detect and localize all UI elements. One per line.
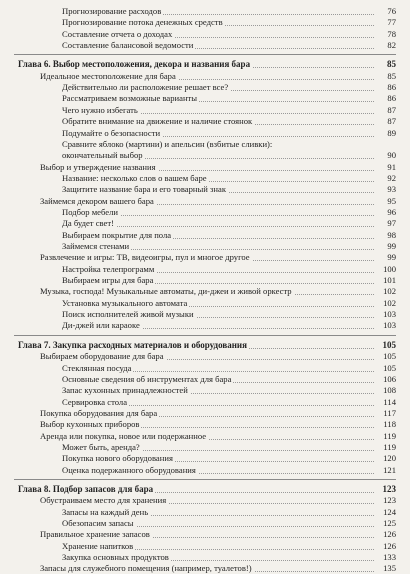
chapter-divider (14, 54, 396, 55)
page-number: 121 (374, 465, 396, 476)
page-number: 91 (374, 162, 396, 173)
page-number: 114 (374, 397, 396, 408)
page-number: 124 (374, 507, 396, 518)
page-number: 95 (374, 196, 396, 207)
page-number: 125 (374, 518, 396, 529)
entry-title: Настройка телепрограмм (62, 263, 155, 274)
chapter-divider (14, 335, 396, 336)
page-number: 98 (374, 230, 396, 241)
page-number: 92 (374, 173, 396, 184)
entry-title: Обратите внимание на движение и наличие стоянок (62, 116, 253, 127)
entry-title: Основные сведения об инструментах для бара (62, 373, 232, 384)
entry-title: Аренда или покупка, новое или подержанное (40, 430, 207, 441)
page-number: 78 (374, 29, 396, 40)
page-number: 89 (374, 128, 396, 139)
page-number: 108 (374, 385, 396, 396)
entry-title: Обезопасим запасы (62, 518, 134, 529)
page-number: 119 (374, 442, 396, 453)
entry-title: Да будет свет! (62, 218, 114, 229)
page-number: 82 (374, 40, 396, 51)
page-number: 126 (374, 541, 396, 552)
entry-title: Запас кухонных принадлежностей (62, 385, 188, 396)
page-number: 77 (374, 17, 396, 28)
page-number: 105 (374, 363, 396, 374)
entry-title: Чего нужно избегать (62, 104, 138, 115)
page-number: 123 (374, 484, 396, 495)
page-number: 126 (374, 529, 396, 540)
page-number: 86 (374, 93, 396, 104)
page-number: 102 (374, 298, 396, 309)
page-number: 118 (374, 419, 396, 430)
entry-title: Выбор и утверждение названия (40, 161, 156, 172)
page-number: 99 (374, 252, 396, 263)
toc-entry (0, 465, 410, 476)
entry-title: Хранение напитков (62, 540, 134, 551)
entry-title: Музыка, господа! Музыкальные автоматы, ди-джеи и живой оркестр (40, 286, 292, 297)
page-number: 96 (374, 207, 396, 218)
entry-title: Выбираем оборудование для бара (40, 351, 164, 362)
entry-title: Выбор кухонных приборов (40, 419, 140, 430)
entry-title: Защитите название бара и его товарный знак (62, 184, 226, 195)
entry-title: Глава 6. Выбор местоположения, декора и названия бара (18, 59, 251, 70)
page-number: 103 (374, 320, 396, 331)
entry-title: окончательный выбор (62, 150, 143, 161)
toc-entry (0, 320, 410, 331)
page-number: 87 (374, 105, 396, 116)
entry-title: Рассматриваем возможные варианты (62, 93, 198, 104)
page-number: 105 (374, 351, 396, 362)
entry-title: Оценка подержанного оборудования (62, 464, 196, 475)
page-number: 119 (374, 431, 396, 442)
page-number: 97 (374, 218, 396, 229)
page-number: 135 (374, 563, 396, 574)
entry-title: Составление отчета о доходах (62, 28, 173, 39)
entry-title: Обустраиваем место для хранения (40, 495, 167, 506)
entry-title: Покупка оборудования для бара (40, 407, 158, 418)
entry-title: Займемся стенами (62, 241, 130, 251)
entry-title: Запасы для служебного помещения (например, туалетов!) (40, 563, 252, 574)
entry-title: Сравните яблоко (мартини) и апельсин (взбитые сливки): (62, 138, 273, 149)
entry-title: Составление балансовой ведомости (62, 40, 194, 51)
page-number: 133 (374, 552, 396, 563)
page-number: 105 (374, 340, 396, 351)
page-number: 85 (374, 71, 396, 82)
entry-title: Подумайте о безопасности (62, 127, 161, 138)
page-number: 99 (374, 241, 396, 252)
page-number: 123 (374, 495, 396, 506)
entry-title: Займемся декором вашего бара (40, 195, 154, 206)
page-number: 86 (374, 82, 396, 93)
page-number: 85 (374, 59, 396, 70)
entry-title: Поиск исполнителей живой музыки (62, 309, 194, 320)
entry-title: Глава 8. Подбор запасов для бара (18, 484, 154, 494)
page-number: 120 (374, 453, 396, 464)
entry-title: Прогнозирование потока денежных средств (62, 17, 223, 28)
page-number: 100 (374, 264, 396, 275)
page-number: 106 (374, 374, 396, 385)
entry-title: Идеальное местоположение для бара (40, 70, 176, 81)
page-number: 101 (374, 275, 396, 286)
entry-title: Правильное хранение запасов (40, 529, 150, 540)
entry-title: Ди-джей или караоке (62, 320, 140, 331)
entry-title: Прогнозирование расходов (62, 6, 162, 16)
entry-title: Может быть, аренда? (62, 441, 140, 452)
entry-title: Запасы на каждый день (62, 506, 149, 517)
page-number: 76 (374, 6, 396, 17)
entry-title: Действительно ли расположение решает все? (62, 82, 229, 93)
entry-title: Подбор мебели (62, 206, 118, 217)
entry-title: Развлечение и игры: ТВ, видеоигры, пул и многое другое (40, 252, 250, 263)
page-number: 90 (374, 150, 396, 161)
page-number: 102 (374, 286, 396, 297)
entry-title: Стеклянная посуда (62, 362, 132, 373)
chapter-divider (14, 479, 396, 480)
entry-title: Выбираем покрытие для пола (62, 229, 172, 240)
entry-title: Название: несколько слов о вашем баре (62, 172, 207, 183)
toc-entry (0, 40, 410, 51)
toc-entry (0, 128, 410, 139)
entry-title: Покупка нового оборудования (62, 453, 173, 464)
entry-title: Закупка основных продуктов (62, 552, 169, 563)
entry-title: Установка музыкального автомата (62, 297, 188, 308)
entry-title: Выбираем игры для бара (62, 275, 154, 286)
page-number: 87 (374, 116, 396, 127)
page-number: 93 (374, 184, 396, 195)
page-number: 117 (374, 408, 396, 419)
entry-title: Глава 7. Закупка расходных материалов и оборудования (18, 339, 247, 350)
entry-title: Сервировка стола (62, 396, 128, 407)
page-number: 103 (374, 309, 396, 320)
